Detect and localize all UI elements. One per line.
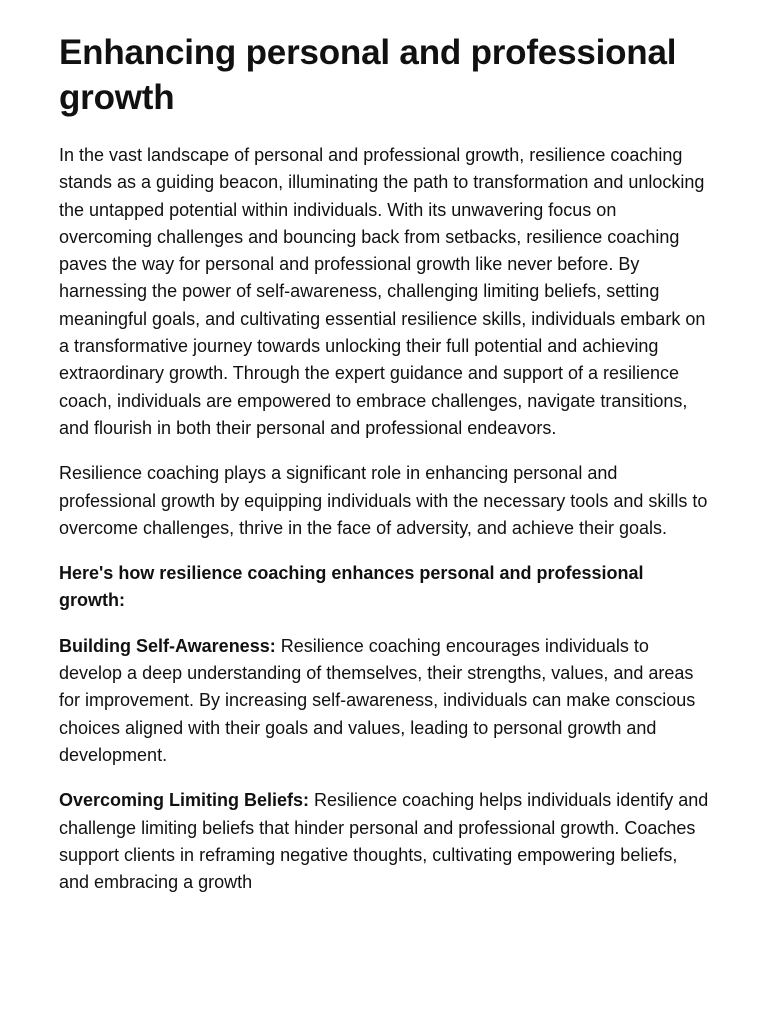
list-item-label: Overcoming Limiting Beliefs: xyxy=(59,790,310,811)
list-lead-in: Here's how resilience coaching enhances personal and professional growth: xyxy=(59,563,644,611)
list-item-label: Building Self-Awareness: xyxy=(59,635,276,656)
summary-paragraph: Resilience coaching plays a significant role in enhancing personal and professional growth by equipping individuals with the necessary tools and skills to overcome challenges, thrive in the face of adversity, and achieve their goals. xyxy=(59,463,708,538)
list-item xyxy=(59,633,709,769)
article xyxy=(59,30,709,914)
page-title: Enhancing personal and professional growth xyxy=(59,33,677,117)
list-item-text: Resilience coaching encourages individuals to develop a deep understanding of themselves, their strengths, values, and areas for improvement. By increasing self-awareness, individuals can make conscious choices aligned with their goals and values, leading to personal growth and development. xyxy=(59,635,696,765)
list-item xyxy=(59,787,709,896)
list-item-text: Resilience coaching helps individuals identify and challenge limiting beliefs that hinder personal and professional growth. Coaches support clients in reframing negative thoughts, cultivating empowering beliefs, and embracing a growth xyxy=(59,790,709,893)
intro-paragraph: In the vast landscape of personal and professional growth, resilience coaching stands as a guiding beacon, illuminating the path to transformation and unlocking the untapped potential within individuals. With its unwavering focus on overcoming challenges and bouncing back from setbacks, resilience coaching paves the way for personal and professional growth like never before. By harnessing the power of self-awareness, challenging limiting beliefs, setting meaningful goals, and cultivating essential resilience skills, individuals embark on a transformative journey towards unlocking their full potential and achieving extraordinary growth. Through the expert guidance and support of a resilience coach, individuals are empowered to embrace challenges, navigate transitions, and flourish in both their personal and professional endeavors. xyxy=(59,145,706,438)
